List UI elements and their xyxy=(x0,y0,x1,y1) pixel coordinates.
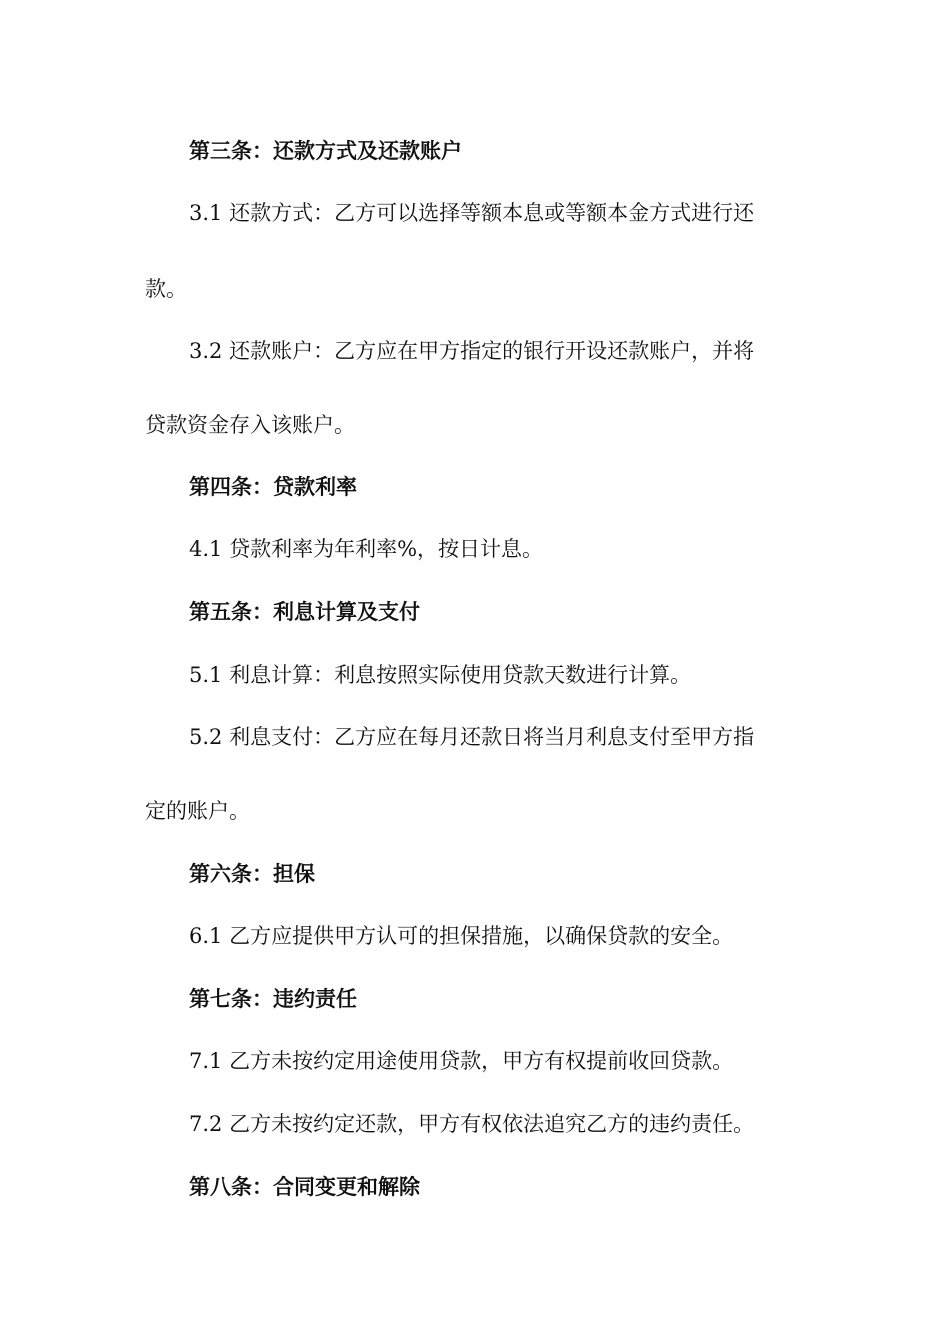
clause-3-1-line-2: 款。 xyxy=(145,277,187,301)
section-heading-3: 第三条：还款方式及还款账户 xyxy=(189,139,462,163)
section-heading-7: 第七条：违约责任 xyxy=(189,987,357,1011)
clause-5-2-line-1: 5.2 利息支付：乙方应在每月还款日将当月利息支付至甲方指 xyxy=(189,725,755,749)
clause-4-1: 4.1 贷款利率为年利率%，按日计息。 xyxy=(189,537,544,561)
section-heading-5: 第五条：利息计算及支付 xyxy=(189,600,420,624)
clause-6-1: 6.1 乙方应提供甲方认可的担保措施，以确保贷款的安全。 xyxy=(189,924,734,948)
section-heading-4: 第四条：贷款利率 xyxy=(189,475,357,499)
clause-7-2: 7.2 乙方未按约定还款，甲方有权依法追究乙方的违约责任。 xyxy=(189,1112,755,1136)
section-heading-8: 第八条：合同变更和解除 xyxy=(189,1175,420,1199)
clause-5-2-line-2: 定的账户。 xyxy=(145,799,250,823)
clause-3-2-line-1: 3.2 还款账户：乙方应在甲方指定的银行开设还款账户，并将 xyxy=(189,339,755,363)
clause-3-1-line-1: 3.1 还款方式：乙方可以选择等额本息或等额本金方式进行还 xyxy=(189,201,755,225)
clause-7-1: 7.1 乙方未按约定用途使用贷款，甲方有权提前收回贷款。 xyxy=(189,1049,734,1073)
section-heading-6: 第六条：担保 xyxy=(189,862,315,886)
clause-3-2-line-2: 贷款资金存入该账户。 xyxy=(145,413,355,437)
clause-5-1: 5.1 利息计算：利息按照实际使用贷款天数进行计算。 xyxy=(189,663,692,687)
